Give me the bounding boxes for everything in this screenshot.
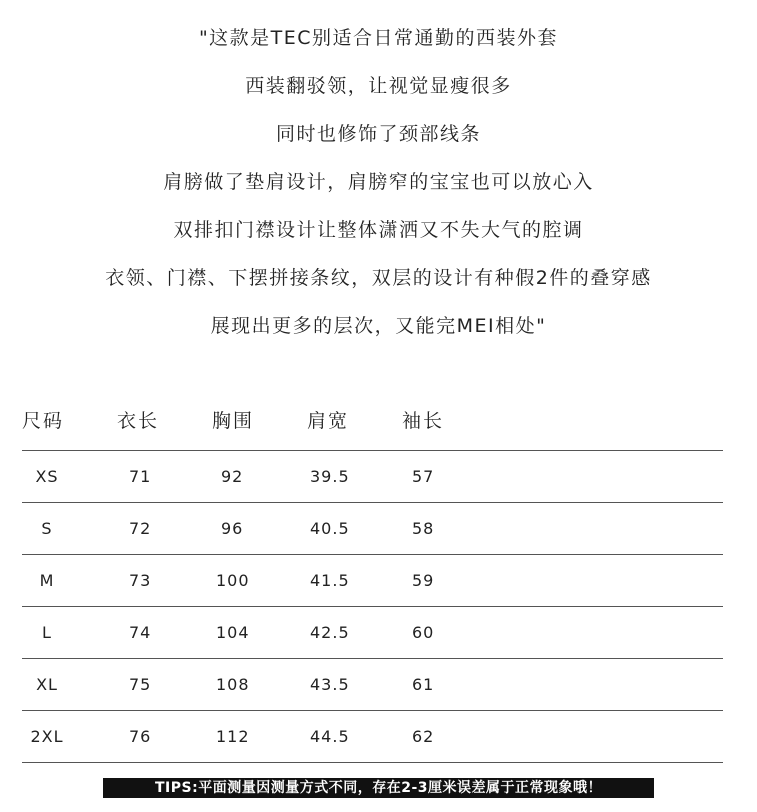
product-description xyxy=(0,22,757,358)
sleeve-cell: 62 xyxy=(402,711,723,763)
sleeve-cell: 61 xyxy=(402,659,723,711)
size-cell xyxy=(22,451,117,503)
size-cell xyxy=(22,607,117,659)
sleeve-cell: 59 xyxy=(402,555,723,607)
chest-cell: 92 xyxy=(212,451,307,503)
description-line: "这款是TEC别适合日常通勤的西装外套 xyxy=(198,27,559,49)
sleeve-cell: 60 xyxy=(402,607,723,659)
table-row xyxy=(22,555,723,607)
table-row xyxy=(22,503,723,555)
shoulder-cell: 44.5 xyxy=(307,711,402,763)
length-cell: 76 xyxy=(117,711,212,763)
size-label: 2XL xyxy=(30,727,64,746)
length-cell: 72 xyxy=(117,503,212,555)
description-line: 西装翻驳领，让视觉显瘦很多 xyxy=(245,75,512,97)
length-cell: 71 xyxy=(117,451,212,503)
shoulder-cell: 42.5 xyxy=(307,607,402,659)
shoulder-cell: 39.5 xyxy=(307,451,402,503)
size-cell xyxy=(22,711,117,763)
description-line: 双排扣门襟设计让整体潇洒又不失大气的腔调 xyxy=(173,219,584,241)
size-cell xyxy=(22,503,117,555)
size-cell xyxy=(22,555,117,607)
size-label: XL xyxy=(36,675,58,694)
table-row xyxy=(22,451,723,503)
chest-cell: 100 xyxy=(212,555,307,607)
header-sleeve: 袖长 xyxy=(402,400,723,451)
size-label: XS xyxy=(35,467,59,486)
table-row xyxy=(22,711,723,763)
header-length: 衣长 xyxy=(117,400,212,451)
table-row xyxy=(22,607,723,659)
length-cell: 73 xyxy=(117,555,212,607)
description-line: 肩膀做了垫肩设计，肩膀窄的宝宝也可以放心入 xyxy=(163,171,594,193)
sleeve-cell: 57 xyxy=(402,451,723,503)
description-line: 衣领、门襟、下摆拼接条纹，双层的设计有种假2件的叠穿感 xyxy=(105,267,652,289)
sleeve-cell: 58 xyxy=(402,503,723,555)
chest-cell: 112 xyxy=(212,711,307,763)
chest-cell: 104 xyxy=(212,607,307,659)
chest-cell: 96 xyxy=(212,503,307,555)
size-label: M xyxy=(39,571,55,590)
chest-cell: 108 xyxy=(212,659,307,711)
table-row xyxy=(22,659,723,711)
length-cell: 74 xyxy=(117,607,212,659)
description-line: 同时也修饰了颈部线条 xyxy=(275,123,481,145)
description-line: 展现出更多的层次，又能完MEI相处" xyxy=(210,315,547,337)
size-label: L xyxy=(42,623,52,642)
tips-banner: TIPS:平面测量因测量方式不同，存在2-3厘米误差属于正常现象哦！ xyxy=(103,778,654,798)
header-size: 尺码 xyxy=(22,400,117,451)
size-table xyxy=(22,400,723,763)
length-cell: 75 xyxy=(117,659,212,711)
shoulder-cell: 43.5 xyxy=(307,659,402,711)
header-chest: 胸围 xyxy=(212,400,307,451)
shoulder-cell: 40.5 xyxy=(307,503,402,555)
size-cell xyxy=(22,659,117,711)
size-label: S xyxy=(41,519,53,538)
size-table-header-row xyxy=(22,400,723,451)
shoulder-cell: 41.5 xyxy=(307,555,402,607)
header-shoulder: 肩宽 xyxy=(307,400,402,451)
